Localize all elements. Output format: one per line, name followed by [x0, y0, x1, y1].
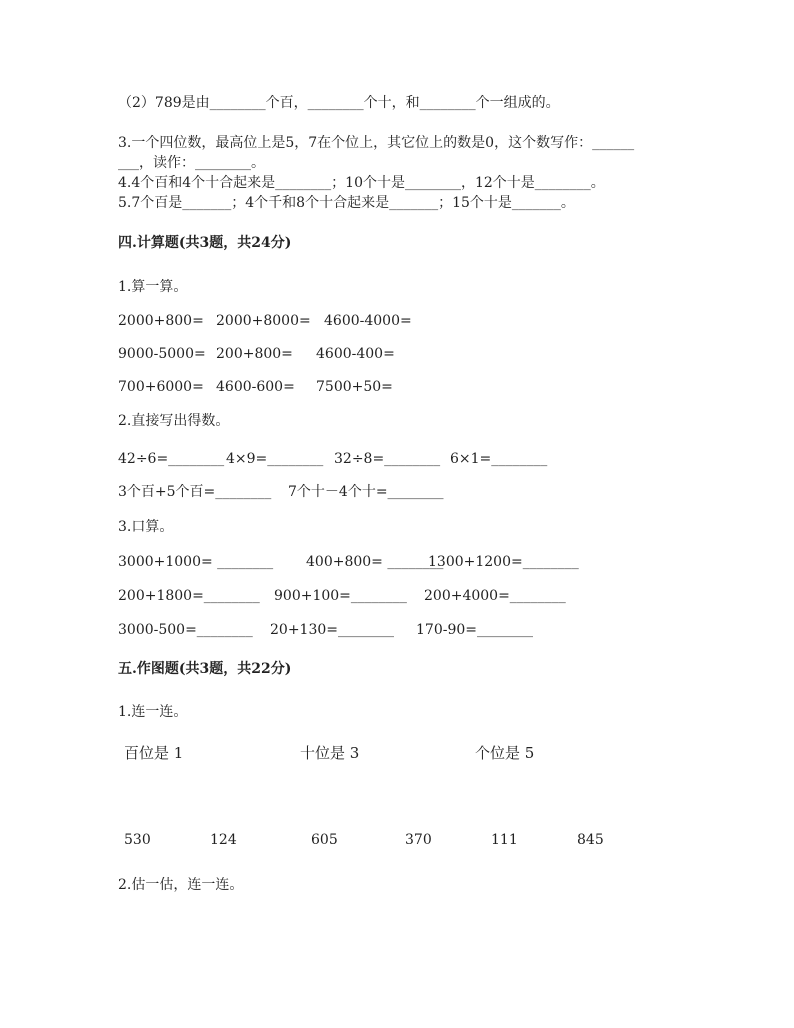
connect-number: 605 [311, 832, 338, 848]
question-5: 5.7个百是_______；4个千和8个十合起来是_______；15个十是_______。 [118, 195, 575, 211]
connect-number: 845 [577, 832, 604, 848]
connect-number: 370 [405, 832, 432, 848]
direct-answer-item: 7个十－4个十=________ [288, 484, 444, 500]
direct-answer-item: 4×9=________ [226, 451, 324, 467]
section-5-q2-title: 2.估一估，连一连。 [118, 877, 244, 893]
calc-item: 2000+8000= [216, 313, 311, 329]
mental-item: 20+130=________ [270, 622, 394, 638]
mental-item: 400+800= ________ [306, 554, 444, 570]
section-4-q2-title: 2.直接写出得数。 [118, 413, 230, 429]
calc-item: 4600-600= [216, 379, 295, 395]
direct-answer-item: 6×1=________ [450, 451, 548, 467]
question-2-part-2: （2）789是由________个百，________个十，和________个一组成的。 [118, 95, 560, 111]
calc-item: 200+800= [216, 346, 293, 362]
calc-item: 9000-5000= [118, 346, 206, 362]
calc-item: 4600-400= [316, 346, 395, 362]
mental-item: 170-90=________ [416, 622, 533, 638]
section-4-heading: 四.计算题(共3题，共24分) [118, 235, 292, 251]
mental-item: 200+1800=________ [118, 588, 260, 604]
connect-label: 个位是 5 [475, 744, 535, 762]
calc-item: 2000+800= [118, 313, 204, 329]
question-3-line-2: ___，读作：________。 [118, 155, 265, 171]
question-4: 4.4个百和4个十合起来是________；10个十是________，12个十是________。 [118, 175, 605, 191]
connect-label: 百位是 1 [124, 744, 184, 762]
mental-item: 1300+1200=________ [428, 554, 579, 570]
section-4-q1-title: 1.算一算。 [118, 279, 188, 295]
calc-item: 7500+50= [316, 379, 393, 395]
calc-item: 700+6000= [118, 379, 204, 395]
section-5-heading: 五.作图题(共3题，共22分) [118, 661, 292, 677]
mental-item: 3000+1000= ________ [118, 554, 274, 570]
calc-item: 4600-4000= [324, 313, 412, 329]
connect-number: 530 [124, 832, 151, 848]
mental-item: 3000-500=________ [118, 622, 253, 638]
mental-item: 900+100=________ [274, 588, 407, 604]
question-3-line-1: 3.一个四位数，最高位上是5，7在个位上，其它位上的数是0，这个数写作：______ [118, 135, 635, 151]
direct-answer-item: 42÷6=________ [118, 451, 225, 467]
mental-item: 200+4000=________ [424, 588, 566, 604]
section-5-q1-title: 1.连一连。 [118, 704, 188, 720]
direct-answer-item: 3个百+5个百=________ [118, 484, 272, 500]
connect-label: 十位是 3 [300, 744, 360, 762]
section-4-q3-title: 3.口算。 [118, 519, 174, 535]
connect-number: 111 [491, 832, 518, 848]
connect-number: 124 [210, 832, 237, 848]
direct-answer-item: 32÷8=________ [334, 451, 441, 467]
